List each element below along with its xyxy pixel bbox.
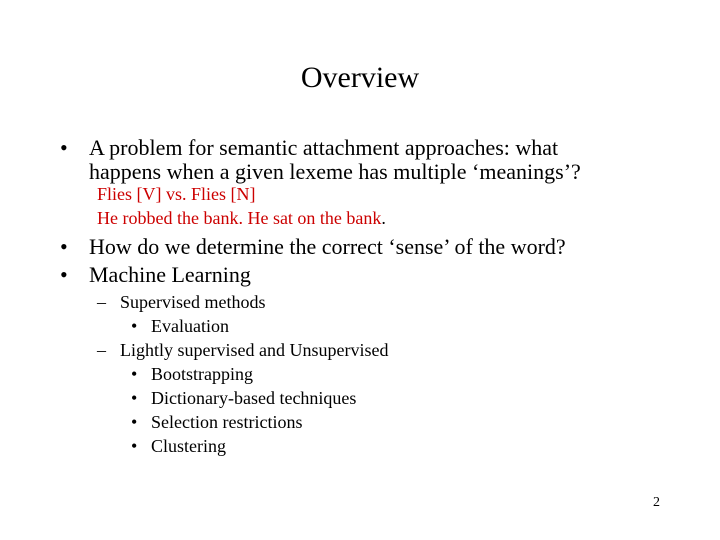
bullet-marker: • (131, 436, 138, 456)
subsub-item-label: Bootstrapping (151, 364, 253, 384)
example-bank (97, 207, 386, 229)
subsub-item-label: Evaluation (151, 316, 229, 336)
example-text: He robbed the bank. He sat on the bank (97, 208, 382, 228)
subsub-item-label: Selection restrictions (151, 412, 303, 432)
example-text: Flies [V] vs. Flies [N] (97, 184, 256, 204)
bullet-marker: • (131, 412, 138, 432)
dash-marker: – (97, 292, 106, 312)
bullet-marker: • (60, 135, 68, 160)
dash-marker: – (97, 340, 106, 360)
subsub-item-label: Dictionary-based techniques (151, 388, 357, 408)
example-trail: . (381, 208, 386, 228)
sub-item-label: Lightly supervised and Unsupervised (120, 340, 389, 360)
example-flies (97, 183, 256, 205)
slide-title: Overview (300, 61, 420, 94)
bullet-marker: • (60, 262, 68, 287)
bullet-marker: • (131, 364, 138, 384)
bullet-text-line2: happens when a given lexeme has multiple ‘meanings’? (89, 159, 581, 184)
bullet-marker: • (60, 234, 68, 259)
page-number: 2 (653, 495, 660, 510)
bullet-text: Machine Learning (89, 262, 251, 287)
bullet-marker: • (131, 316, 138, 336)
bullet-marker: • (131, 388, 138, 408)
bullet-text: How do we determine the correct ‘sense’ of the word? (89, 234, 566, 259)
sub-item-label: Supervised methods (120, 292, 266, 312)
subsub-item-label: Clustering (151, 436, 226, 456)
bullet-text-line1: A problem for semantic attachment approaches: what (89, 135, 559, 160)
